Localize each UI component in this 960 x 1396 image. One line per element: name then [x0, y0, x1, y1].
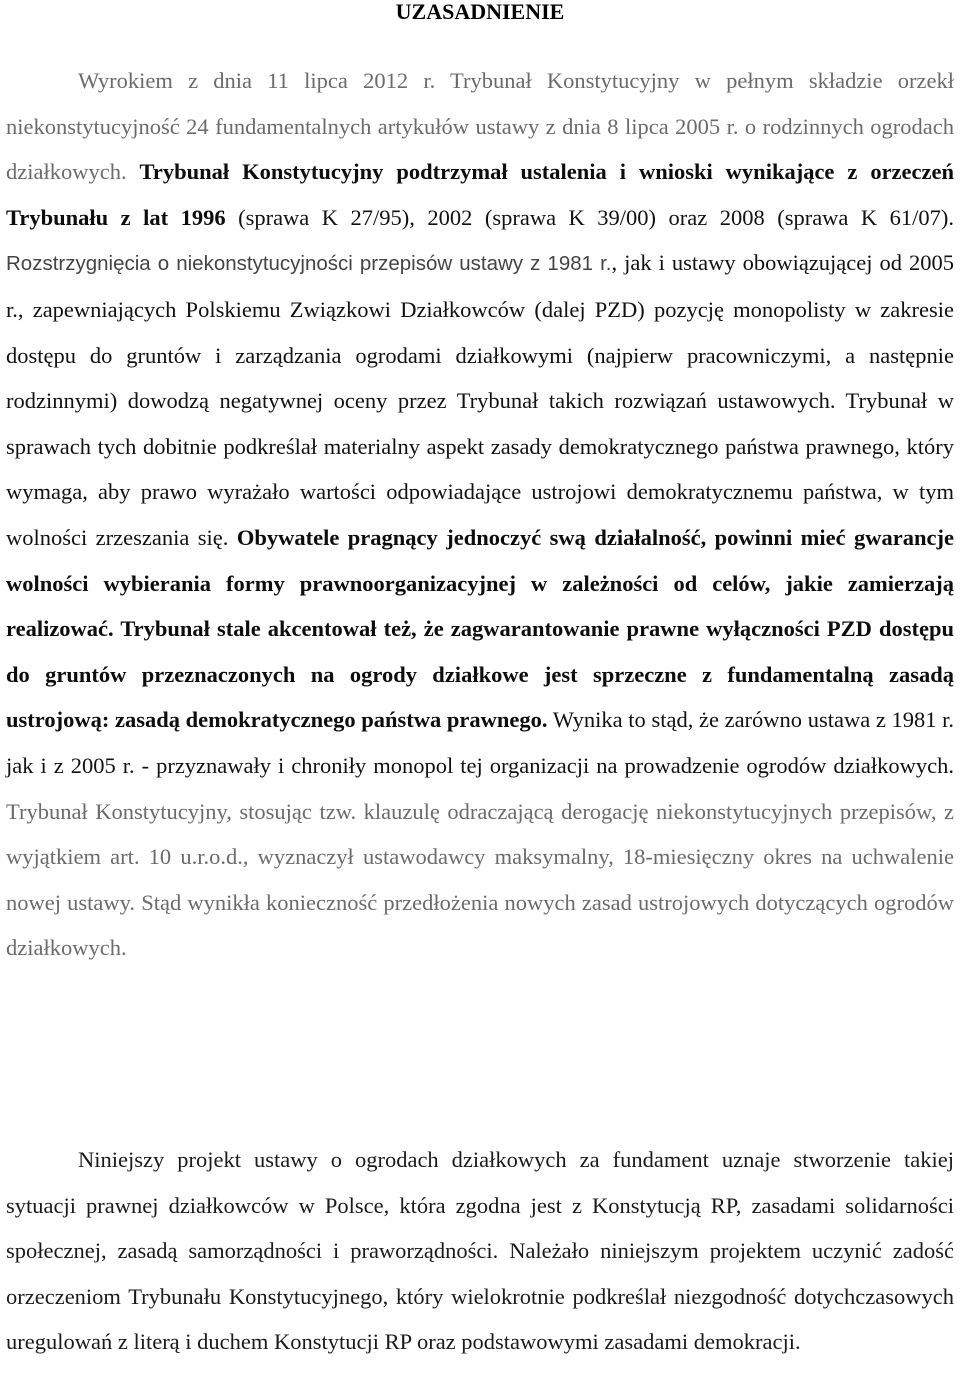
sentence-citizens-freedom: Obywatele pragnący jednoczyć swą działalność, powinni mieć gwarancje wolności wybierania formy prawnoorganizacyjnej w zależności od celów, jakie zamierzają realizować. Trybunał stale akcentował też, że zagwarantowanie prawne wyłączności PZD dostępu do gruntów przeznaczonych na ogrody działkowe jest sprzeczne z fundamentalną zasadą ustrojową: zasadą demokratycznego państwa prawnego.: [6, 524, 955, 733]
sentence-rulings-1981: Rozstrzygnięcia o niekonstytucyjności przepisów ustawy z 1981 r.: [6, 252, 612, 276]
document-title: UZASADNIENIE: [395, 0, 565, 24]
sentence-monopoly-protection: Wynika to stąd, że zarówno ustawa z 1981 r. jak i z 2005 r. - przyznawały i chroniły monopol tej organizacji na prowadzenie ogrodów działkowych.: [6, 707, 954, 778]
sentence-monopoly: , jak i ustawy obowiązującej od 2005 r., zapewniających Polskiemu Związkowi Działkowców (dalej PZD) pozycję monopolisty w zakresie dostępu do gruntów i zarządzania ogrodami działkowymi (najpierw pracowniczymi, a następnie rodzinnymi) dowodzą negatywnej oceny przez Trybunał takich rozwiązań ustawowych. Trybunał w sprawach tych dobitnie podkreślał materialny aspekt zasady demokratycznego państwa prawnego, który wymaga, aby prawo wyrażało wartości odpowiadające ustrojowi demokratycznemu państwa, w tym wolności zrzeszania się.: [6, 250, 954, 550]
sentence-upheld-findings: Trybunał Konstytucyjny podtrzymał ustalenia i wnioski wynikające z orzeczeń Trybunału z lat 1996: [6, 159, 954, 230]
paragraph-1: [6, 58, 954, 971]
paragraph-2: Niniejszy projekt ustawy o ogrodach działkowych za fundament uznaje stworzenie takiej sytuacji prawnej działkowców w Polsce, która zgodna jest z Konstytucją RP, zasadami solidarności społecznej, zasadą samorządności i praworządności. Należało niniejszym projektem uczynić zadość orzeczeniom Trybunału Konstytucyjnego, który wielokrotnie podkreślał niezgodność dotychczasowych uregulowań z literą i duchem Konstytucji RP oraz podstawowymi zasadami demokracji.: [6, 1147, 954, 1355]
sentence-case-refs: (sprawa K 27/95), 2002 (sprawa K 39/00) oraz 2008 (sprawa K 61/07).: [238, 204, 955, 230]
sentence-deferral-clause: Trybunał Konstytucyjny, stosując tzw. klauzulę odraczającą derogację niekonstytucyjnych przepisów, z wyjątkiem art. 10 u.r.o.d., wyznaczył ustawodawcy maksymalny, 18-miesięczny okres na uchwalenie nowej ustawy. Stąd wynikła konieczność przedłożenia nowych zasad ustrojowych dotyczących ogrodów działkowych.: [6, 798, 954, 961]
sentence-verdict: Wyrokiem z dnia 11 lipca 2012 r. Trybunał Konstytucyjny w pełnym składzie orzekł niekonstytucyjność 24 fundamentalnych artykułów ustawy z dnia 8 lipca 2005 r. o rodzinnych ogrodach działkowych.: [6, 68, 954, 185]
